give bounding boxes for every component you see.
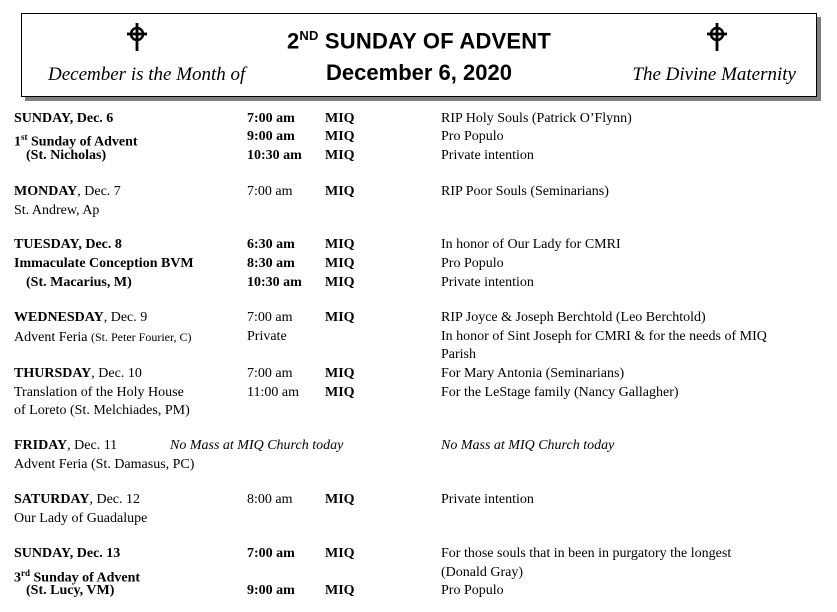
day-commemoration: (St. Nicholas) (26, 148, 107, 163)
mass-intention: In honor of Sint Joseph for CMRI & for the needs of MIQ (441, 329, 767, 344)
mass-intention: RIP Joyce & Joseph Berchtold (Leo Berchtold) (441, 310, 706, 325)
mass-time: 10:30 am (247, 275, 302, 290)
day-name: SUNDAY, Dec. 6 (14, 111, 114, 126)
mass-intention: RIP Poor Souls (Seminarians) (441, 184, 609, 199)
day-name: SUNDAY, Dec. 13 (14, 546, 121, 561)
mass-place: MIQ (325, 546, 355, 561)
day-name: TUESDAY, Dec. 8 (14, 237, 122, 252)
day-feast: 1st Sunday of Advent (14, 132, 138, 150)
mass-intention: Pro Populo (441, 129, 504, 144)
mass-time: 10:30 am (247, 148, 302, 163)
mass-place: MIQ (325, 310, 355, 325)
mass-place: MIQ (325, 256, 355, 271)
bulletin-date: December 6, 2020 (326, 60, 512, 85)
mass-intention: For those souls that in been in purgatory the longest (441, 546, 732, 561)
day-feast: 3rd Sunday of Advent (14, 568, 141, 586)
mass-place: MIQ (325, 184, 355, 199)
day-feast: Our Lady of Guadalupe (14, 511, 148, 526)
mass-intention: For the LeStage family (Nancy Gallagher) (441, 385, 679, 400)
day-name: MONDAY, Dec. 7 (14, 184, 121, 199)
mass-place: MIQ (325, 129, 355, 144)
day-feast: Immaculate Conception BVM (14, 256, 194, 271)
mass-time: 7:00 am (247, 310, 293, 325)
mass-time: 6:30 am (247, 237, 295, 252)
page-title: 2ND SUNDAY OF ADVENT (286, 28, 552, 54)
mass-intention: (Donald Gray) (441, 565, 524, 580)
mass-time: 7:00 am (247, 366, 293, 381)
mass-intention: Pro Populo (441, 256, 504, 271)
mass-time: 8:00 am (247, 492, 293, 507)
day-feast: of Loreto (St. Melchiades, PM) (14, 403, 190, 418)
mass-intention: In honor of Our Lady for CMRI (441, 237, 621, 252)
mass-place: MIQ (325, 237, 355, 252)
month-dedication-label: December is the Month of (48, 64, 246, 85)
no-mass-note: No Mass at MIQ Church today (170, 438, 344, 453)
day-feast: Advent Feria (St. Damasus, PC) (14, 457, 195, 472)
mass-place: MIQ (325, 275, 355, 290)
mass-intention: RIP Holy Souls (Patrick O’Flynn) (441, 111, 632, 126)
mass-intention: No Mass at MIQ Church today (441, 438, 615, 453)
mass-place: MIQ (325, 366, 355, 381)
mass-place: MIQ (325, 385, 355, 400)
mass-intention: Private intention (441, 492, 534, 507)
mass-place: MIQ (325, 492, 355, 507)
mass-time: 9:00 am (247, 129, 295, 144)
day-commemoration: (St. Lucy, VM) (26, 583, 115, 598)
mass-intention: Pro Populo (441, 583, 504, 598)
mass-intention: Private intention (441, 275, 534, 290)
day-name: SATURDAY, Dec. 12 (14, 492, 141, 507)
mass-time: 8:30 am (247, 256, 295, 271)
mass-place: MIQ (325, 148, 355, 163)
mass-time: Private (247, 329, 287, 344)
mass-place: MIQ (325, 111, 355, 126)
bulletin-header (21, 13, 817, 97)
mass-time: 7:00 am (247, 111, 295, 126)
mass-time: 7:00 am (247, 184, 293, 199)
day-name: WEDNESDAY, Dec. 9 (14, 310, 148, 325)
month-dedication-value: The Divine Maternity (632, 64, 796, 85)
day-name: THURSDAY, Dec. 10 (14, 366, 142, 381)
mass-intention: Parish (441, 347, 476, 362)
mass-place: MIQ (325, 583, 355, 598)
day-commemoration: (St. Macarius, M) (26, 275, 132, 290)
mass-time: 7:00 am (247, 546, 295, 561)
mass-intention: Private intention (441, 148, 534, 163)
mass-time: 9:00 am (247, 583, 295, 598)
mass-time: 11:00 am (247, 385, 299, 400)
day-feast: St. Andrew, Ap (14, 203, 100, 218)
celtic-cross-icon (704, 22, 730, 52)
day-name: FRIDAY, Dec. 11 (14, 438, 118, 453)
mass-intention: For Mary Antonia (Seminarians) (441, 366, 625, 381)
day-feast: Translation of the Holy House (14, 385, 184, 400)
day-feast: Advent Feria (St. Peter Fourier, C) (14, 330, 192, 345)
